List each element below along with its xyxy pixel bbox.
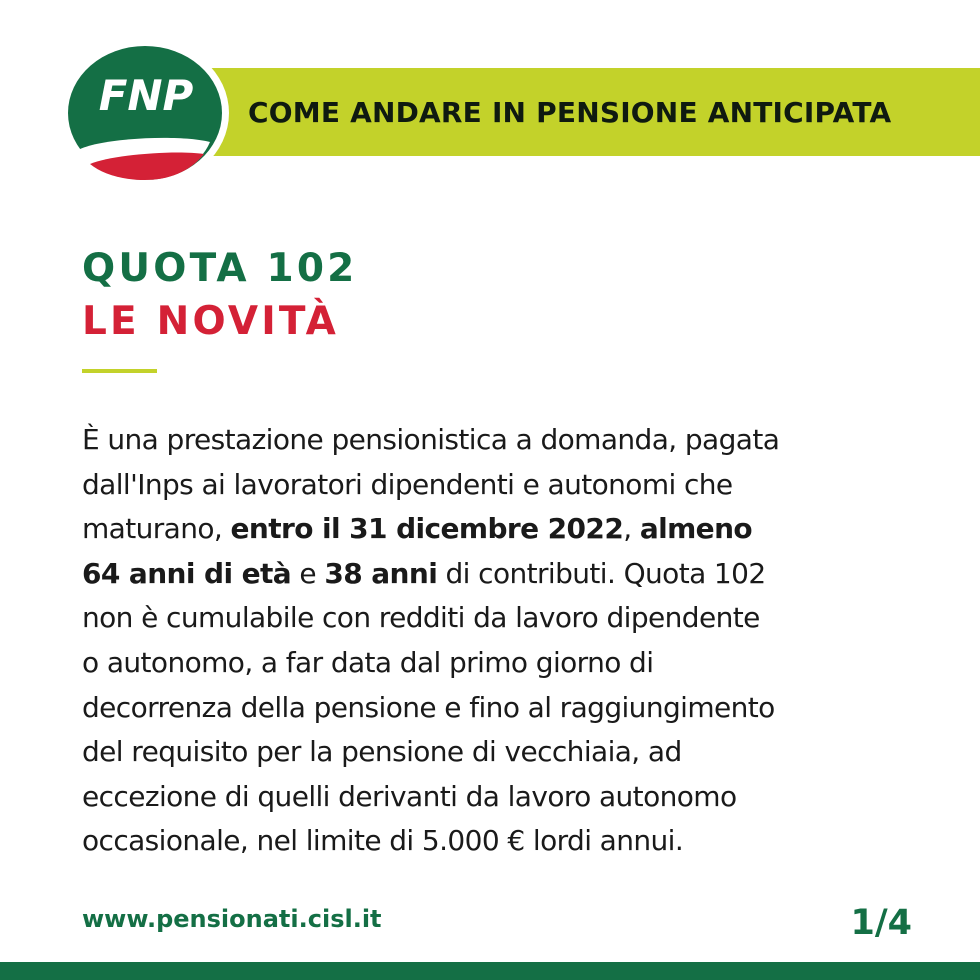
body-line: decorrenza della pensione e fino al raggiungimento — [82, 690, 775, 724]
body-line: non è cumulabile con redditi da lavoro dipendente — [82, 601, 760, 635]
body-text-run: e — [291, 556, 325, 590]
body-text-run: di contributi. Quota 102 — [437, 556, 766, 590]
body-bold-run: 64 anni di età — [82, 556, 292, 590]
body-bold-run: almeno — [639, 512, 753, 546]
svg-text:FNP: FNP — [98, 71, 194, 120]
title-banner — [150, 68, 980, 156]
body-text-run: , — [623, 512, 640, 546]
body-line: del requisito per la pensione di vecchiaia, ad — [82, 735, 682, 769]
website-link[interactable]: www.pensionati.cisl.it — [82, 905, 382, 933]
body-text-run: maturano, — [82, 512, 231, 546]
banner-title: COME ANDARE IN PENSIONE ANTICIPATA — [248, 95, 892, 129]
fnp-logo — [60, 38, 230, 188]
heading-quota: QUOTA 102 — [82, 246, 358, 291]
body-line — [82, 552, 962, 597]
body-line: occasionale, nel limite di 5.000 € lordi annui. — [82, 824, 684, 858]
body-line: o autonomo, a far data dal primo giorno di — [82, 645, 654, 679]
heading-divider — [82, 369, 157, 373]
body-text — [82, 418, 962, 864]
body-bold-run: 38 anni — [324, 556, 438, 590]
body-line: eccezione di quelli derivanti da lavoro autonomo — [82, 779, 737, 813]
body-line: dall'Inps ai lavoratori dipendenti e autonomi che — [82, 467, 733, 501]
page-heading — [82, 242, 358, 348]
body-bold-run: entro il 31 dicembre 2022 — [230, 512, 624, 546]
body-line: È una prestazione pensionistica a domanda, pagata — [82, 423, 780, 456]
page-number: 1/4 — [850, 903, 912, 943]
bottom-bar — [0, 962, 980, 980]
fnp-logo-icon — [60, 38, 230, 188]
heading-novita: LE NOVITÀ — [82, 299, 340, 344]
body-line — [82, 507, 962, 552]
